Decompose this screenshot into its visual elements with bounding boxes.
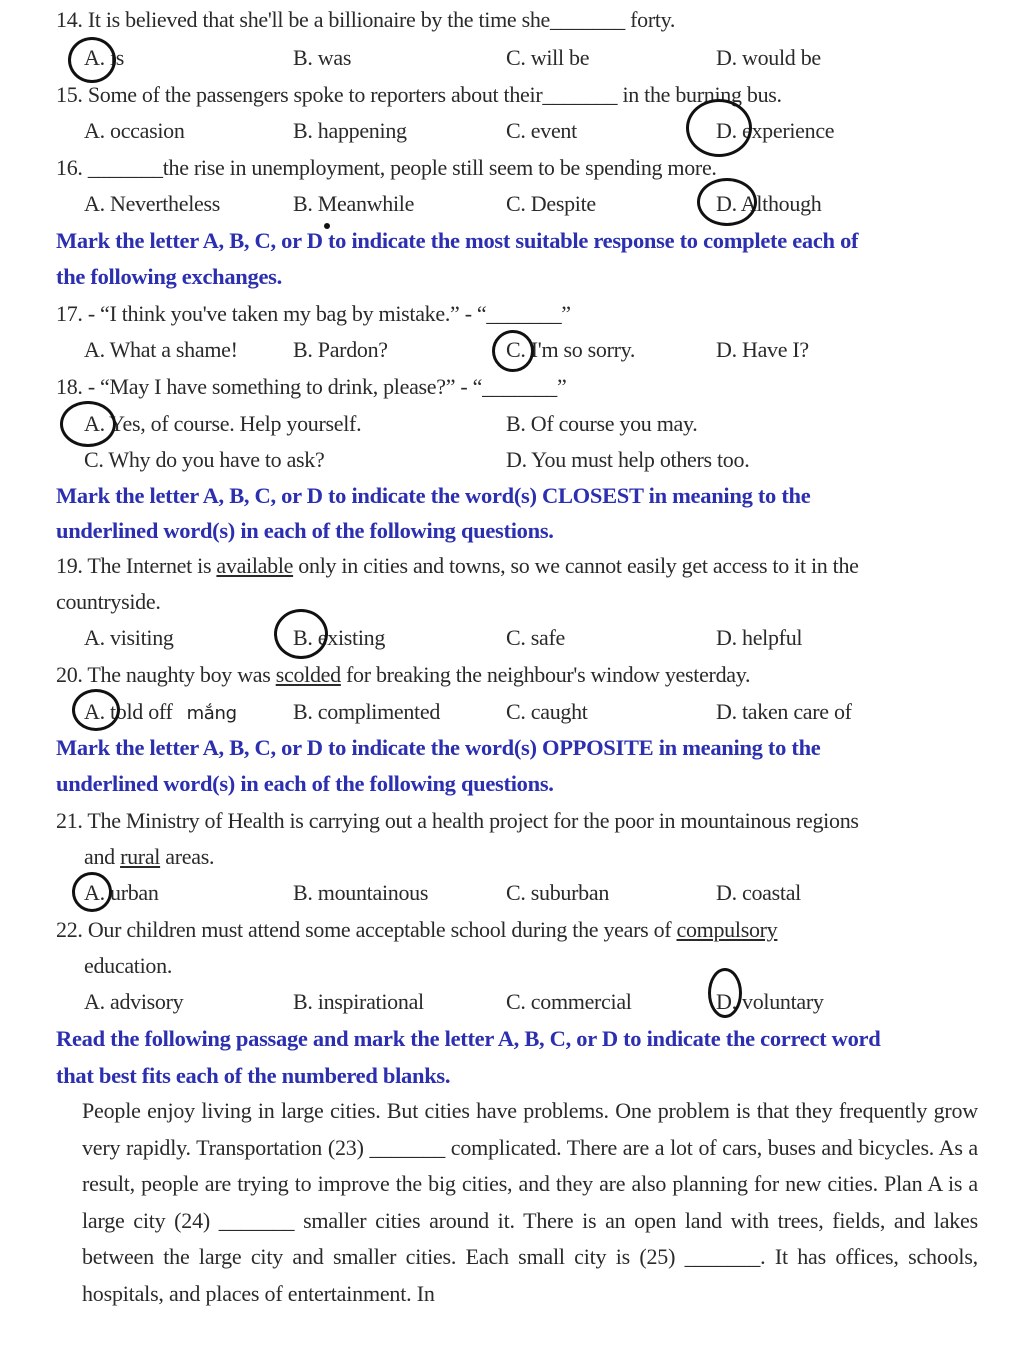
instruction-passage-line2: that best fits each of the numbered blanks. [56,1063,451,1088]
q19-option-d[interactable]: D. helpful [716,625,803,650]
q22-option-a[interactable]: A. advisory [84,989,184,1014]
q15-option-b[interactable]: B. happening [293,118,407,143]
q18-option-b[interactable]: B. Of course you may. [506,411,698,436]
instruction-opposite-line1: Mark the letter A, B, C, or D to indicate the word(s) OPPOSITE in meaning to the [56,735,821,760]
q20-underlined-word: scolded [275,662,341,687]
q16-option-a[interactable]: A. Nevertheless [84,191,221,216]
q17-option-d[interactable]: D. Have I? [716,337,809,362]
q22-stem-continued: education. [84,953,173,978]
handwritten-note: mắng [186,703,237,724]
q15-option-a[interactable]: A. occasion [84,118,185,143]
q21-stem-continued: and rural areas. [84,844,215,869]
instruction-closest-line1: Mark the letter A, B, C, or D to indicate the word(s) CLOSEST in meaning to the [56,483,811,508]
q20-stem: 20. The naughty boy was scolded for breaking the neighbour's window yesterday. [56,662,751,687]
q22-option-d[interactable]: D. voluntary [716,989,824,1014]
q21-option-d[interactable]: D. coastal [716,880,801,905]
q19-underlined-word: available [216,553,294,578]
q21-option-b[interactable]: B. mountainous [293,880,429,905]
instruction-passage-line1: Read the following passage and mark the letter A, B, C, or D to indicate the correct word [56,1026,881,1051]
q19-option-b[interactable]: B. existing [293,625,386,650]
q16-option-b[interactable]: B. Meanwhile [293,191,415,216]
q16-option-c[interactable]: C. Despite [506,191,596,216]
q20-answer-circle [72,689,120,731]
instruction-opposite-line2: underlined word(s) in each of the following questions. [56,771,554,796]
q17-stem: 17. - “I think you've taken my bag by mistake.” - “_______” [56,301,571,326]
q19-option-a[interactable]: A. visiting [84,625,174,650]
q22-option-c[interactable]: C. commercial [506,989,632,1014]
q20-option-d[interactable]: D. taken care of [716,699,852,724]
q19-answer-circle [274,609,328,659]
q21-stem: 21. The Ministry of Health is carrying out a health project for the poor in mountainous regions [56,808,859,833]
q14-option-d[interactable]: D. would be [716,45,821,70]
q19-option-c[interactable]: C. safe [506,625,565,650]
q14-option-a[interactable]: A. is [84,45,125,70]
q16-answer-circle [697,178,757,226]
q14-option-c[interactable]: C. will be [506,45,590,70]
q21-underlined-word: rural [120,844,161,869]
q18-option-a[interactable]: A. Yes, of course. Help yourself. [84,411,362,436]
q20-option-a[interactable]: A. told off mắng [84,699,237,724]
q15-answer-circle [686,99,752,157]
q14-option-b[interactable]: B. was [293,45,352,70]
q18-option-c[interactable]: C. Why do you have to ask? [84,447,325,472]
q18-option-d[interactable]: D. You must help others too. [506,447,750,472]
q22-option-b[interactable]: B. inspirational [293,989,424,1014]
q20-option-c[interactable]: C. caught [506,699,588,724]
q21-option-a[interactable]: A. urban [84,880,159,905]
q16-option-d[interactable]: D. Although [716,191,822,216]
q21-answer-circle [72,872,112,912]
q21-option-c[interactable]: C. suburban [506,880,610,905]
q22-answer-circle [708,968,742,1018]
q15-option-c[interactable]: C. event [506,118,577,143]
q18-answer-circle [60,401,116,447]
instruction-exchanges-line1: Mark the letter A, B, C, or D to indicate the most suitable response to complete each of [56,228,859,253]
q22-stem: 22. Our children must attend some acceptable school during the years of compulsory [56,917,778,942]
q14-answer-circle [68,37,116,83]
q22-underlined-word: compulsory [676,917,778,942]
q20-option-b[interactable]: B. complimented [293,699,441,724]
q19-stem: 19. The Internet is available only in cities and towns, so we cannot easily get access to it in the [56,553,859,578]
q16-stem: 16. _______the rise in unemployment, people still seem to be spending more. [56,155,717,180]
q14-stem: 14. It is believed that she'll be a billionaire by the time she_______ forty. [56,7,676,32]
q17-option-c[interactable]: C. I'm so sorry. [506,337,636,362]
reading-passage: People enjoy living in large cities. But cities have problems. One problem is that they frequently grow very rapidly. Transportation (23) _______ complicated. There are a lot of cars, buses and bicycles. As a result, people are trying to improve the big cities, and they are also planning for new cities. Plan A is a large city (24) _______ smaller cities around it. There is an open land with trees, fields, and lakes between the large city and smaller cities. Each small city is (25) _______. It has offices, schools, hospitals, and places of entertainment. In [82,1098,978,1306]
q15-stem: 15. Some of the passengers spoke to reporters about their_______ in the burning bus. [56,82,782,107]
q15-option-d[interactable]: D. experience [716,118,835,143]
instruction-closest-line2: underlined word(s) in each of the following questions. [56,518,554,543]
q17-answer-circle [492,330,534,372]
q18-stem: 18. - “May I have something to drink, please?” - “_______” [56,374,567,399]
q17-option-b[interactable]: B. Pardon? [293,337,388,362]
q17-option-a[interactable]: A. What a shame! [84,337,238,362]
q19-stem-continued: countryside. [56,589,161,614]
instruction-exchanges-line2: the following exchanges. [56,264,282,289]
